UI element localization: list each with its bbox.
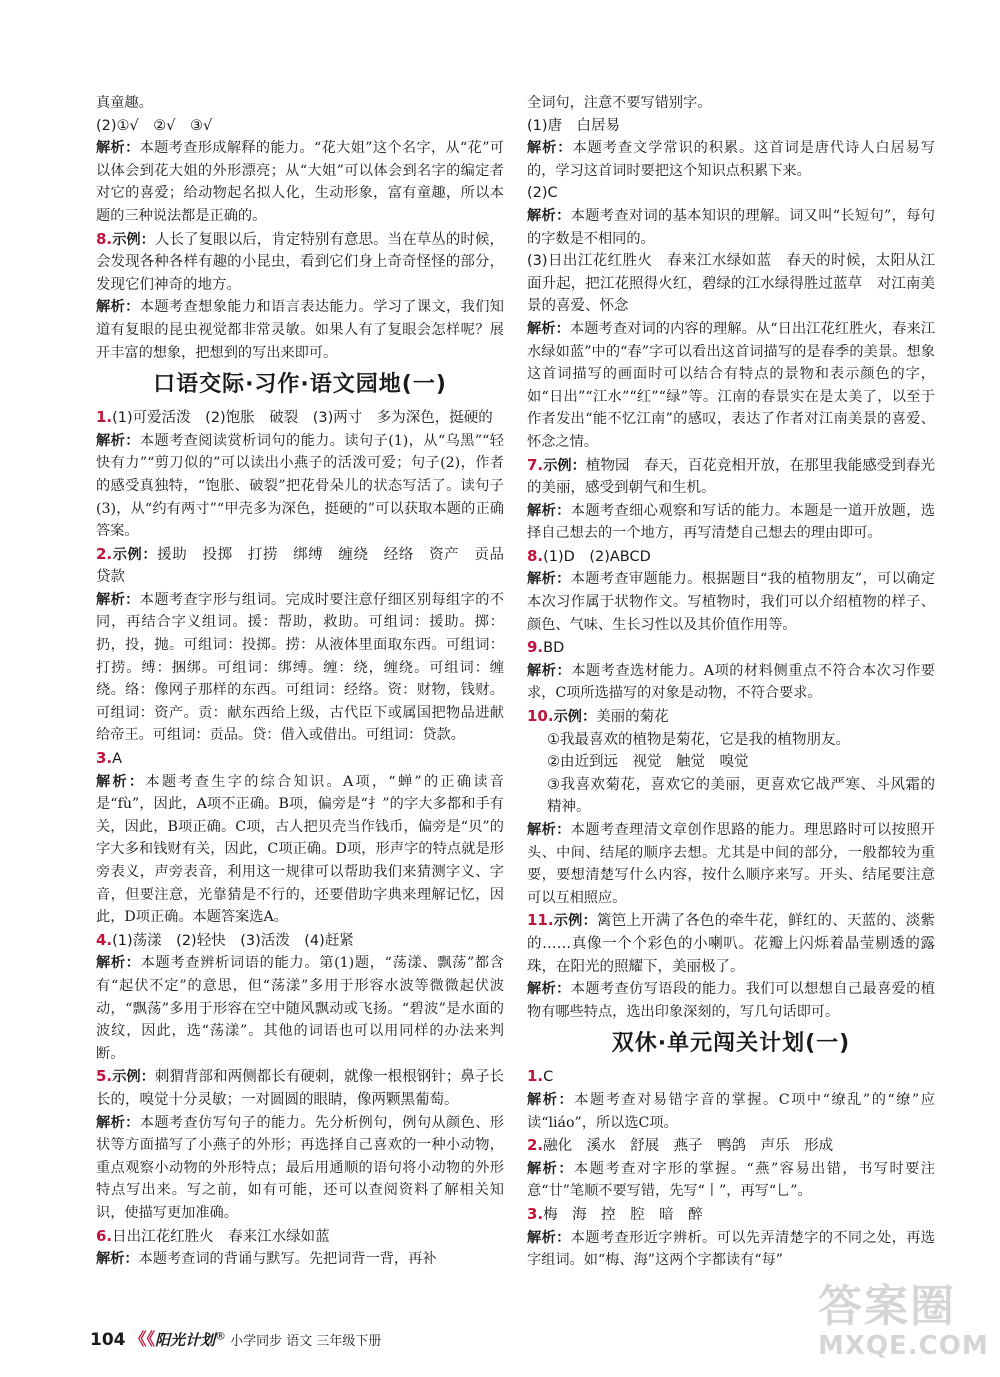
answer-line: ②由近到远 视觉 触觉 嗅觉 [547,754,749,771]
analysis: 解析：本题考查审题能力。根据题目“我的植物朋友”，可以确定本次习作属于状物作文。写植物时，我们可以介绍植物的样子、颜色、气味、生长习性以及其价值作用等。 [527,571,935,633]
brand-name: 阳光计划 [155,1331,216,1349]
answer-line: 全词句，注意不要写错别字。 [527,95,712,111]
question-3: 3.A [96,749,123,768]
watermark-url: MXQE.COM [818,1331,989,1361]
analysis: 解析：本题考查理清文章创作思路的能力。理思路时可以按照开头、中间、结尾的顺序去想。尤其是中间的部分，一般都较为重要，要想清楚写什么内容，按什么顺序来写。开头、结尾要注意可以互相照应。 [527,822,935,906]
question-9: 9.BD [527,638,565,657]
analysis: 解析：本题考查文学常识的积累。这首词是唐代诗人白居易写的，学习这首词时要把这个知识点积累下来。 [527,140,935,179]
analysis: 解析：本题考查对词的基本知识的理解。词又叫“长短句”，每句的字数是不相同的。 [527,207,935,247]
answer-line: ①我最喜欢的植物是菊花，它是我的植物朋友。 [547,731,850,748]
question-10: 10.示例：美丽的菊花 [527,707,669,726]
answer-line: (2)①√ ②√ ③√ [96,117,213,134]
analysis: 解析：本题考查字形与组词。完成时要注意仔细区别每组字的不同，再结合字义组词。援：帮助，救助。可组词：援助。掷：扔，投，抛。可组词：投掷。捞：从液体里面取东西。可组词：打捞。缚：捆绑。可组词：绑缚。缠：绕，缠绕。可组词：缠绕。络：像网子那样的东西。可组词：经络。资：财物，钱财。可组词：资产。贡：献东西给上级，古代臣下或属国把物品进献给帝王。可组词：贡品。贷：借入或借出。可组词：贷款。 [96,591,504,744]
page-number: 104 [90,1330,126,1350]
question-8: 8.(1)D (2)ABCD [527,546,651,565]
section-heading: 双休·单元闯关计划(一) [611,1031,851,1057]
question-8: 8.示例：人长了复眼以后，肯定特别有意思。当在草丛的时候，会发现各种各样有趣的小昆虫，看到它们身上奇奇怪怪的部分，发现它们神奇的地方。 [96,229,504,293]
answer-line: (3)日出江花红胜火 春来江水绿如蓝 春天的时候，太阳从江面升起，把江花照得火红，碧绿的江水绿得胜过蓝草 对江南美景的喜爱、怀念 [527,253,935,315]
left-column [96,92,519,1271]
analysis: 解析：本题考查对易错字音的掌握。C项中“缭乱”的“缭”应读“liáo”，所以选C项。 [527,1091,935,1131]
answer-line: ③我喜欢菊花，喜欢它的美丽，更喜欢它战严寒、斗风霜的精神。 [547,776,935,816]
analysis: 解析：本题考查形近字辨析。可以先弄清楚字的不同之处，再选字组词。如“梅、海”这两个字都读有“每” [527,1229,935,1269]
question-2: 2.融化 溪水 舒展 燕子 鸭鸽 声乐 形成 [527,1136,834,1155]
analysis: 解析：本题考查生字的综合知识。A项，“蝉”的正确读音是“fù”，因此，A项不正确。B项，偏旁是“扌”的字大多都和手有关，因此，B项正确。C项，古人把贝壳当作钱币，偏旁是“贝”的字大多和钱财有关，因此，C项正确。D项，形声字的特点就是形旁表义，声旁表音，利用这一规律可以帮助我们来猜测字义、字音，但要注意，光靠猜是不行的，还要借助字典来理解记忆，因此，D项正确。本题答案选A。 [96,773,504,926]
analysis: 解析：本题考查辨析词语的能力。第(1)题，“荡漾、飘荡”都含有“起伏不定”的意思，但“荡漾”多用于形容水波等微微起伏波动，“飘荡”多用于形容在空中随风飘动或飞扬。“碧波”是水面的波纹，因此，选“荡漾”。其他的词语也可以用同样的办法来判断。 [96,955,504,1062]
page-footer [90,1325,381,1350]
analysis: 解析：本题考查词的背诵与默写。先把词背一背，再补 [96,1251,437,1268]
answer-line: 真童趣。 [96,95,153,111]
analysis: 解析：本题考查对词的内容的理解。从“日出江花红胜火，春来江水绿如蓝”中的“春”字可以看出这首词描写的是春季的美景。想象这首词描写的画面时可以结合有特点的景物和表示颜色的字，如“日出”“江水”“红”“绿”等。江南的春景实在是太美了，以至于作者发出“能不忆江南”的感叹，表达了作者对江南美景的喜爱、怀念之情。 [527,320,935,450]
analysis: 解析：本题考查对字形的掌握。“燕”容易出错，书写时要注意“廿”笔顺不要写错，先写“丨”，再写“乚”。 [527,1160,935,1200]
analysis: 解析：本题考查形成解释的能力。“花大姐”这个名字，从“花”可以体会到花大姐的外形漂亮；从“大姐”可以体会到名字的编定者对它的喜爱；给动物起名拟人化，生动形象，富有童趣，所以本题的三种说法都是正确的。 [96,140,504,224]
question-3: 3.梅 海 控 腔 暗 醉 [527,1204,703,1223]
question-1: 1.(1)可爱活泼 (2)饱胀 破裂 (3)两寸 多为深色，挺硬的 [96,408,493,427]
book-title: 小学同步 语文 三年级下册 [230,1334,382,1349]
section-heading: 口语交际·习作·语文园地(一) [153,372,447,398]
analysis: 解析：本题考查细心观察和写话的能力。本题是一道开放题，选择自己想去的一个地方，再写清楚自己想去的理由即可。 [527,502,935,542]
question-6: 6.日出江花红胜火 春来江水绿如蓝 [96,1226,330,1245]
double-chevron-icon: 《《 [129,1330,156,1350]
analysis: 解析：本题考查仿写语段的能力。我们可以想想自己最喜爱的植物有哪些特点，选出印象深刻的，写几句话即可。 [527,981,935,1020]
watermark-logo [818,1283,990,1367]
question-7: 7.示例：植物园 春天，百花竞相开放，在那里我能感受到春光的美丽，感受到朝气和生机。 [527,455,935,497]
analysis: 解析：本题考查阅读赏析词句的能力。读句子(1)，从“乌黑”“轻快有力”“剪刀似的”可以读出小燕子的活泼可爱；句子(2)，作者的感受真独特，“饱胀、破裂”把花骨朵儿的状态写活了。读句子(3)，从“约有两寸”“甲壳多为深色，挺硬的”可以获取本题的正确答案。 [96,432,504,540]
question-1: 1.C [527,1067,554,1086]
analysis: 解析：本题考查想象能力和语言表达能力。学习了课文，我们知道有复眼的昆虫视觉都非常灵敏。如果人有了复眼会怎样呢？展开丰富的想象，把想到的写出来即可。 [96,299,504,361]
question-5: 5.示例：刺猬背部和两侧都长有硬刺，就像一根根钢针；鼻子长长的，嗅觉十分灵敏；一对圆圆的眼睛，像两颗黑葡萄。 [96,1067,504,1108]
registered-mark: ® [215,1329,226,1343]
analysis: 解析：本题考查仿写句子的能力。先分析例句，例句从颜色、形状等方面描写了小燕子的外形；再选择自己喜欢的一种小动物，重点观察小动物的外形特点；最后用通顺的语句将小动物的外形特点写出来。写之前，如有可能，还可以查阅资料了解相关知识，使描写更加准确。 [96,1114,504,1221]
analysis: 解析：本题考查选材能力。A项的材料侧重点不符合本次习作要求，C项所选描写的对象是动物，不符合要求。 [527,662,935,702]
question-11: 11.示例：篱笆上开满了各色的牵牛花，鲜红的、天蓝的、淡紫的……真像一个个彩色的小喇叭。花瓣上闪烁着晶莹剔透的露珠，在阳光的照耀下，美丽极了。 [527,911,935,975]
question-2: 2.示例：援助 投掷 打捞 绑缚 缠绕 经络 资产 贡品 贷款 [96,544,519,586]
answer-line: (1)唐 白居易 [527,117,621,134]
answer-line: (2)C [527,185,558,202]
watermark-text: 答案圈 [818,1281,956,1332]
question-4: 4.(1)荡漾 (2)轻快 (3)活泼 (4)赶紧 [96,930,354,949]
right-column [527,92,935,1272]
